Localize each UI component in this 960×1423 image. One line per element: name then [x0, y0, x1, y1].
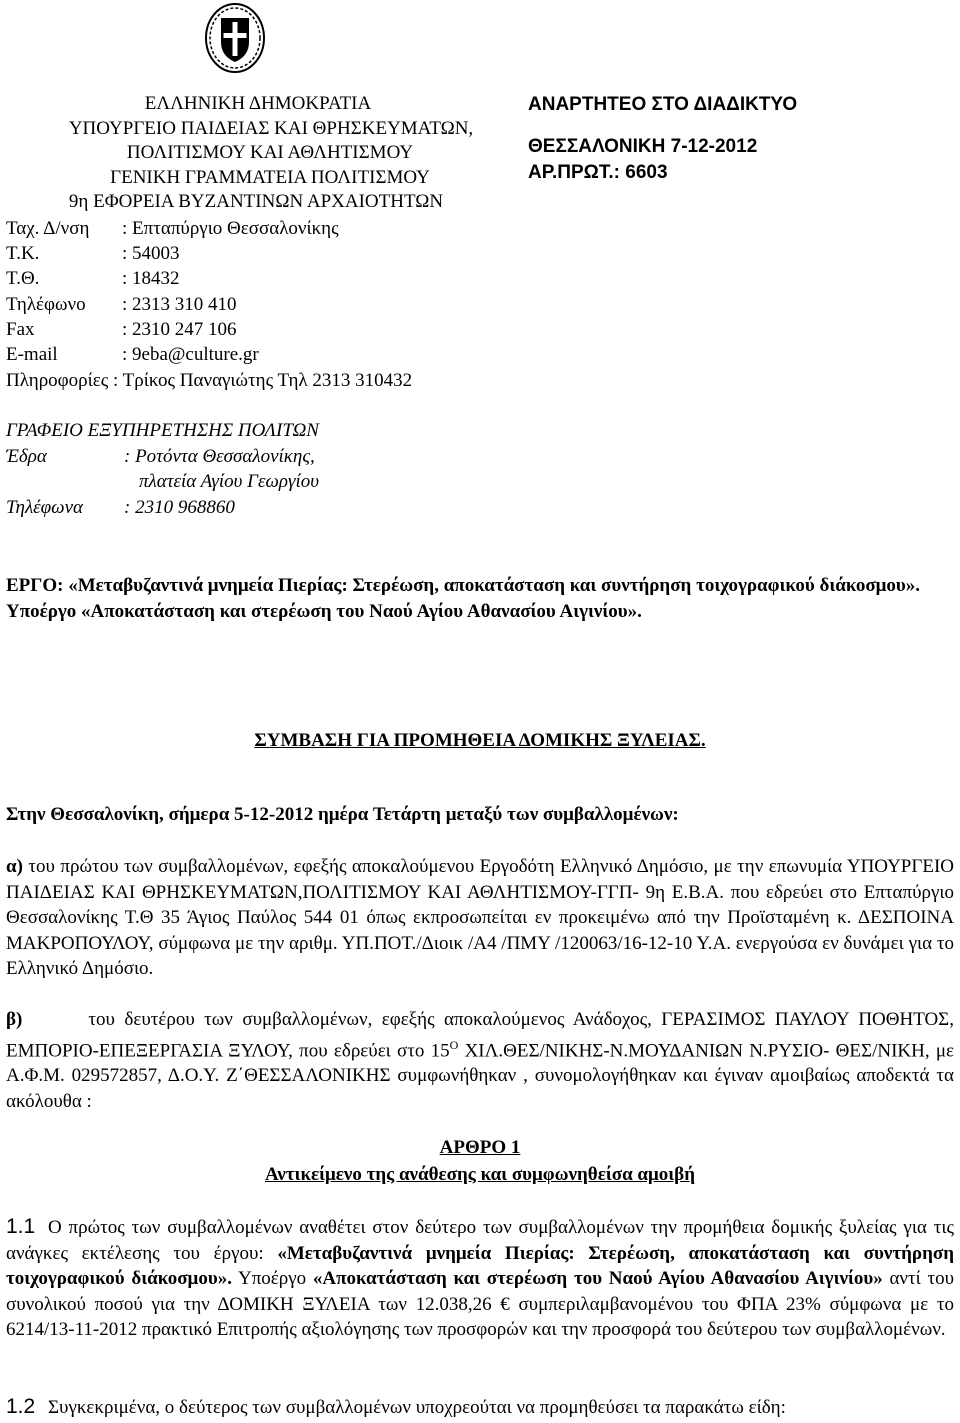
- contact-address: Ταχ. Δ/νση : Επταπύργιο Θεσσαλονίκης: [6, 218, 339, 239]
- article-1-subtitle: Αντικείμενο της ανάθεσης και συμφωνηθείσα αμοιβή: [265, 1164, 695, 1185]
- clause-1-2: 1.2 Συγκεκριμένα, ο δεύτερος των συμβαλλομένων υποχρεούται να προμηθεύσει τα παρακάτω είδη:: [6, 1395, 786, 1418]
- party-b: β) του δευτέρου των συμβαλλομένων, εφεξής αποκαλούμενος Ανάδοχος, ΓΕΡΑΣΙΜΟΣ ΠΑΥΛΟΥ ΠΟΘΗΤΟΣ, ΕΜΠΟΡΙΟ-ΕΠΕΞΕΡΓΑΣΙΑ ΞΥΛΟΥ, που εδρεύει στο $15^O$ ΧΙΛ.ΘΕΣ/ΝΙΚΗΣ-Ν.ΜΟΥΔΑΝΙΩΝ Ν.ΡΥΣΙΟ- ΘΕΣ/ΝΙΚΗ, με Α.Φ.Μ. 029572857, Δ.Ο.Υ. Ζ΄ΘΕΣΣΑΛΟΝΙΚΗΣ συμφωνήθηκαν , συνομολογήθηκαν και έγιναν αμοιβαίως αποδεκτά τα ακόλουθα :: [6, 1009, 954, 1112]
- info-line: Πληροφορίες : Τρίκος Παναγιώτης Τηλ 2313 310432: [6, 370, 413, 391]
- issuer-line-5: 9η ΕΦΟΡΕΙΑ ΒΥΖΑΝΤΙΝΩΝ ΑΡΧΑΙΟΤΗΤΩΝ: [68, 191, 444, 212]
- clause-1-1: 1.1 Ο πρώτος των συμβαλλομένων αναθέτει στον δεύτερο των συμβαλλομένων την προμήθεια δομικής ξυλείας για τις ανάγκες εκτέλεσης του έργου: «Μεταβυζαντινά μνημεία Πιερίας: Στερέωση, αποκατάσταση και συντήρηση τοιχογραφικού διάκοσμου». Υποέργο «Αποκατάσταση και στερέωση του Ναού Αγίου Αθανασίου Αιγινίου» αντί του συνολικού ποσού για την ΔΟΜΙΚΗ ΞΥΛΕΙΑ των 12.038,26 € συμπεριλαμβανομένου του ΦΠΑ 23% σύμφωνα με το 6214/13-11-2012 πρακτικό Επιτροπής αξιολόγησης των προσφορών και την προσφορά του δεύτερου των συμβαλλομένων.: [6, 1215, 954, 1340]
- contact-pobox: Τ.Θ. : 18432: [6, 268, 180, 289]
- issuer-line-1: ΕΛΛΗΝΙΚΗ ΔΗΜΟΚΡΑΤΙΑ: [144, 93, 372, 114]
- protocol-number: ΑΡ.ΠΡΩΤ.: 6603: [528, 162, 668, 183]
- issuer-line-4: ΓΕΝΙΚΗ ΓΡΑΜΜΑΤΕΙΑ ΠΟΛΙΤΙΣΜΟΥ: [110, 166, 430, 188]
- office-title: ΓΡΑΦΕΙΟ ΕΞΥΠΗΡΕΤΗΣΗΣ ΠΟΛΙΤΩΝ: [6, 420, 319, 441]
- greek-coat-of-arms-emblem: [204, 2, 266, 74]
- contact-postcode: Τ.Κ. : 54003: [6, 243, 180, 264]
- article-1-title: ΑΡΘΡΟ 1: [439, 1137, 521, 1158]
- contact-fax: Fax : 2310 247 106: [6, 319, 237, 340]
- contact-email: E-mail : 9eba@culture.gr: [6, 344, 259, 365]
- contact-phone: Τηλέφωνο : 2313 310 410: [6, 294, 237, 315]
- place-date: ΘΕΣΣΑΛΟΝΙΚΗ 7-12-2012: [528, 136, 758, 157]
- posting-block: [528, 92, 797, 186]
- posted-notice: ΑΝΑΡΤΗΤΕΟ ΣΤΟ ΔΙΑΔΙΚΤΥΟ: [528, 94, 798, 115]
- issuer-line-2: ΥΠΟΥΡΓΕΙΟ ΠΑΙΔΕΙΑΣ ΚΑΙ ΘΡΗΣΚΕΥΜΑΤΩΝ,: [68, 117, 474, 139]
- project-description: ΕΡΓΟ: «Μεταβυζαντινά μνημεία Πιερίας: Στερέωση, αποκατάσταση και συντήρηση τοιχογραφικού διάκοσμου». Υποέργο «Αποκατάσταση και στερέωση του Ναού Αγίου Αθανασίου Αιγινίου».: [6, 575, 921, 622]
- contract-intro: Στην Θεσσαλονίκη, σήμερα 5-12-2012 ημέρα Τετάρτη μεταξύ των συμβαλλομένων:: [6, 804, 679, 825]
- citizen-service-office: ΓΡΑΦΕΙΟ ΕΞΥΠΗΡΕΤΗΣΗΣ ΠΟΛΙΤΩΝ Έδρα : Ροτόντα Θεσσαλονίκης, πλατεία Αγίου Γεωργίου Τηλέφωνα : 2310 968860: [6, 420, 319, 518]
- issuer-block: [0, 92, 500, 215]
- contract-title: ΣΥΜΒΑΣΗ ΓΙΑ ΠΡΟΜΗΘΕΙΑ ΔΟΜΙΚΗΣ ΞΥΛΕΙΑΣ.: [254, 730, 706, 751]
- article-1-heading: [0, 1134, 960, 1188]
- party-a: α) του πρώτου των συμβαλλομένων, εφεξής αποκαλούμενου Εργοδότη Ελληνικό Δημόσιο, με την επωνυμία ΥΠΟΥΡΓΕΙΟ ΠΑΙΔΕΙΑΣ ΚΑΙ ΘΡΗΣΚΕΥΜΑΤΩΝ,ΠΟΛΙΤΙΣΜΟΥ ΚΑΙ ΑΘΛΗΤΙΣΜΟΥ-ΓΓΠ- 9η Ε.Β.Α. που εδρεύει στο Επταπύργιο Θεσσαλονίκης Τ.Θ 35 Άγιος Παύλος 544 01 όπως εκπροσωπείται εν προκειμένω από την Προϊσταμένη κ. ΔΕΣΠΟΙΝΑ ΜΑΚΡΟΠΟΥΛΟΥ, σύμφωνα με την αριθμ. ΥΠ.ΠΟΤ./Διοικ /Α4 /ΠΜΥ /120063/16-12-10 Υ.Α. ενεργούσα εν δυνάμει για το Ελληνικό Δημόσιο.: [6, 856, 954, 979]
- issuer-line-3: ΠΟΛΙΤΙΣΜΟΥ ΚΑΙ ΑΘΛΗΤΙΣΜΟΥ: [126, 142, 414, 163]
